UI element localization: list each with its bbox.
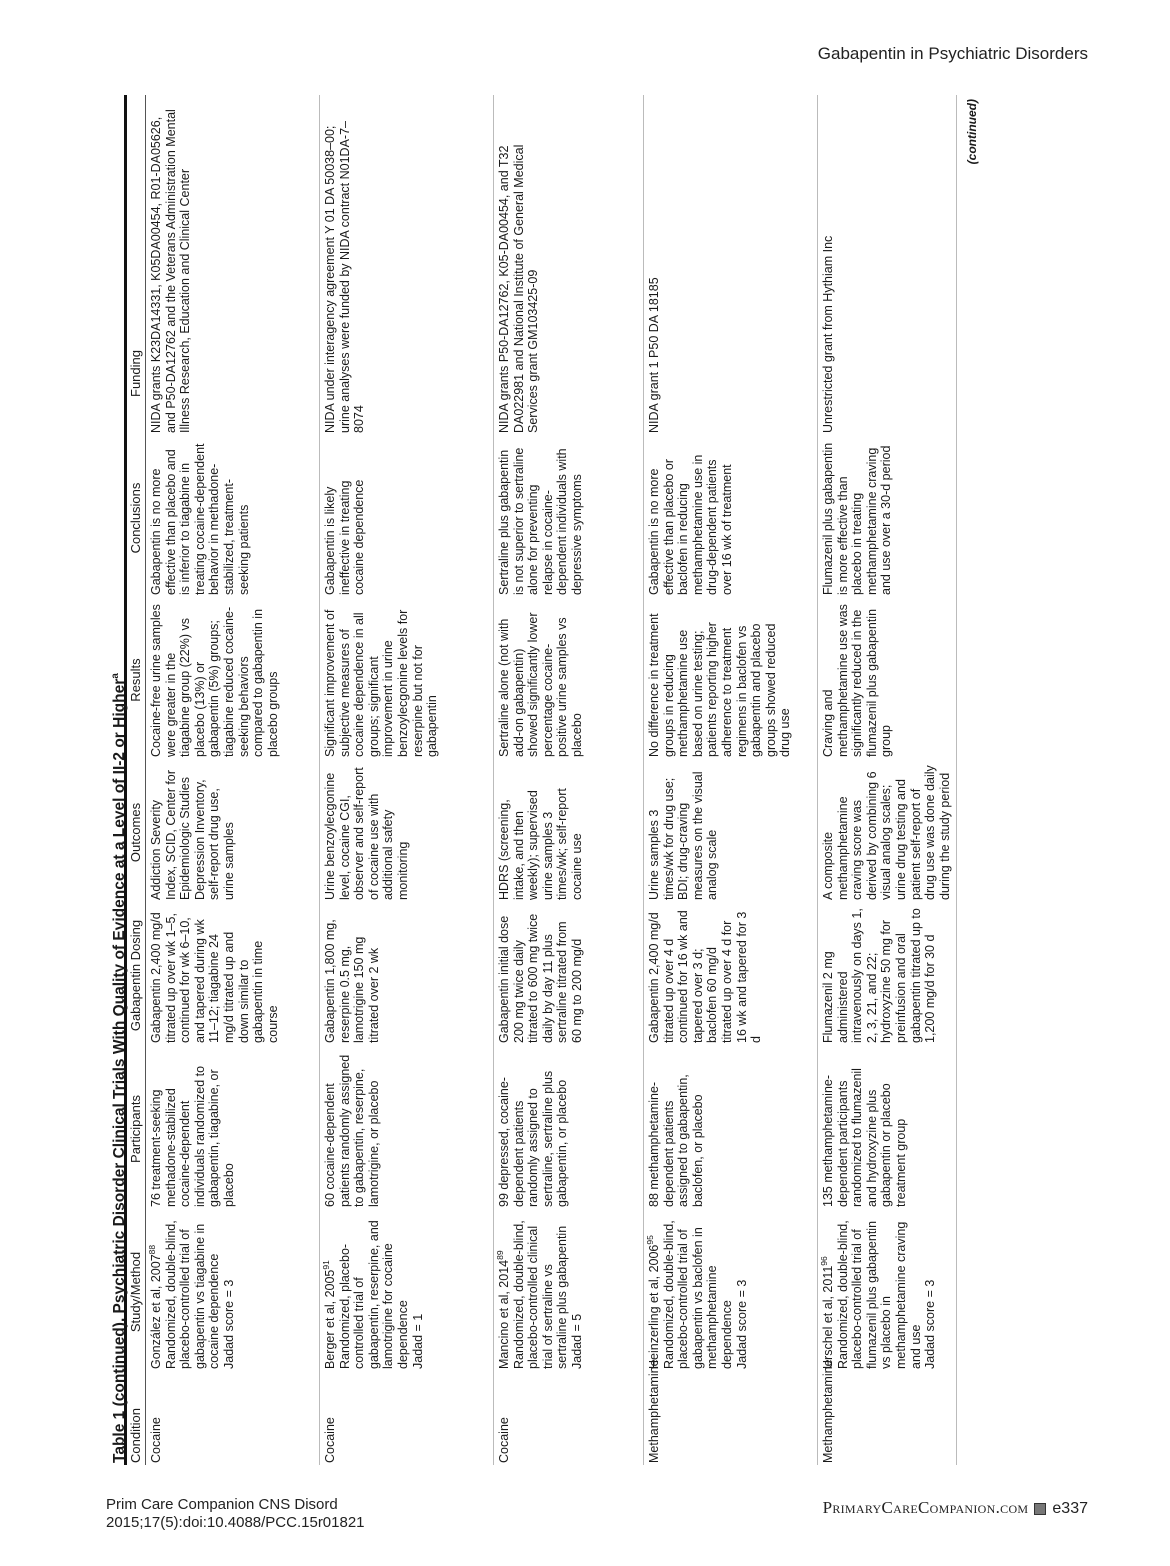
jadad-score: Jadad = 5 — [569, 1313, 584, 1369]
cell-participants: 99 depressed, cocaine-dependent patients randomly assigned to sertraline, sertraline plus gabapentin, or placebo — [494, 1047, 644, 1211]
col-funding: Funding — [127, 95, 146, 437]
table-row — [818, 95, 957, 1465]
cell-results: Significant improvement of subjective measures of cocaine dependence in all groups; significant improvement in urine benzoylecgonine levels for reserpine but not for gabapentin — [320, 599, 494, 761]
study-ref: 88 — [146, 1244, 157, 1255]
cell-condition: Cocaine — [146, 1373, 320, 1465]
study-citation: Mancino et al, 2014 — [497, 1259, 511, 1369]
cell-conclusions: Flumazenil plus gabapentin is more effective than placebo in treating methamphetamine craving and use over a 30-d period — [818, 437, 957, 599]
cell-study — [494, 1211, 644, 1373]
cell-funding: NIDA grant 1 P50 DA 18185 — [644, 95, 818, 437]
evidence-table-rotated — [105, 95, 985, 1465]
cell-conclusions: Sertraline plus gabapentin is not superior to sertraline alone for preventing relapse in cocaine-dependent individuals with depressive symptoms — [494, 437, 644, 599]
cell-dosing: Gabapentin 1,800 mg, reserpine 0.5 mg, lamotrigine 150 mg titrated over 2 wk — [320, 904, 494, 1047]
cell-condition: Methamphetamine — [818, 1373, 957, 1465]
cell-dosing: Gabapentin initial dose 200 mg twice daily titrated to 600 mg twice daily by day 11 plus sertraline titrated from 60 mg to 200 mg/d — [494, 904, 644, 1047]
col-condition: Condition — [127, 1373, 146, 1465]
table-row — [644, 95, 818, 1465]
continued-label: (continued) — [965, 99, 979, 165]
footer-citation — [106, 1496, 365, 1532]
cell-conclusions: Gabapentin is no more effective than placebo and is inferior to tiagabine in treating cocaine-dependent behavior in methadone-stabilized, treatment-seeking patients — [146, 437, 320, 599]
col-dosing: Gabapentin Dosing — [127, 904, 146, 1047]
study-method: Randomized, placebo-controlled trial of gabapentin, reserpine, and lamotrigine for cocaine dependence — [337, 1220, 410, 1369]
cell-study — [146, 1211, 320, 1373]
study-citation: Urschel et al, 2011 — [821, 1265, 835, 1369]
study-ref: 89 — [494, 1250, 505, 1260]
running-title: Gabapentin in Psychiatric Disorders — [817, 44, 1088, 63]
cell-results: No difference in treatment groups in reducing methamphetamine use based on urine testing; patients reporting higher adherence to treatment regimens in baclofen vs gabapentin and placebo groups showed reduced drug use — [644, 599, 818, 761]
journal-name: Prim Care Companion CNS Disord — [106, 1496, 338, 1513]
cell-results: Craving and methamphetamine use was significantly reduced in the flumazenil plus gabapentin group — [818, 599, 957, 761]
study-method: Randomized, double-blind, placebo-controlled trial of flumazenil plus gabapentin vs placebo in methamphetamine craving and use — [835, 1220, 923, 1369]
col-results: Results — [127, 599, 146, 761]
col-study-method: Study/Method — [127, 1211, 146, 1373]
square-icon — [1034, 1503, 1046, 1515]
cell-study — [818, 1211, 957, 1373]
page-number: e337 — [1052, 1500, 1088, 1517]
cell-conclusions: Gabapentin is no more effective than placebo or baclofen in reducing methamphetamine use in drug-dependent patients over 16 wk of treatment — [644, 437, 818, 599]
cell-funding: NIDA under interagency agreement Y 01 DA 50038–00; urine analyses were funded by NIDA contract N01DA-7–8074 — [320, 95, 494, 437]
jadad-score: Jadad score = 3 — [734, 1279, 749, 1369]
doi-citation: 2015;17(5):doi:10.4088/PCC.15r01821 — [106, 1514, 365, 1531]
cell-funding: NIDA grants K23DA14331, K05DA00454, R01-DA05626, and P50-DA12762 and the Veterans Administration Mental Illness Research, Education and Clinical Center — [146, 95, 320, 437]
cell-outcomes: A composite methamphetamine craving score was derived by combining 6 visual analog scales; urine drug testing and patient self-report of drug use was done daily during the study period — [818, 761, 957, 904]
cell-outcomes: Urine benzoylecgonine level, cocaine CGI, observer and self-report of cocaine use with additional safety monitoring — [320, 761, 494, 904]
study-method: Randomized, double-blind, placebo-controlled clinical trial of sertraline vs sertraline plus gabapentin — [511, 1220, 570, 1369]
cell-participants: 76 treatment-seeking methadone-stabilized cocaine-dependent individuals randomized to gabapentin, tiagabine, or placebo — [146, 1047, 320, 1211]
table-row — [320, 95, 494, 1465]
study-citation: González et al, 2007 — [149, 1254, 163, 1369]
cell-results: Sertraline alone (not with add-on gabapentin) showed significantly lower percentage cocaine-positive urine samples vs placebo — [494, 599, 644, 761]
study-citation: Berger et al, 2005 — [323, 1269, 337, 1369]
cell-condition: Methamphetamine — [644, 1373, 818, 1465]
study-method: Randomized, double-blind, placebo-controlled trial of gabapentin vs baclofen in methamphetamine dependence — [661, 1220, 734, 1369]
footer-site — [823, 1498, 1088, 1518]
cell-condition: Cocaine — [320, 1373, 494, 1465]
col-conclusions: Conclusions — [127, 437, 146, 599]
study-ref: 91 — [320, 1260, 331, 1270]
cell-outcomes: Urine samples 3 times/wk for drug use; BDI; drug-craving measures on the visual analog scale — [644, 761, 818, 904]
study-method: Randomized, double-blind, placebo-controlled trial of gabapentin vs tiagabine in cocaine dependence — [163, 1220, 222, 1369]
study-ref: 96 — [818, 1256, 829, 1266]
cell-study — [320, 1211, 494, 1373]
col-participants: Participants — [127, 1047, 146, 1211]
cell-dosing: Flumazenil 2 mg administered intravenously on days 1, 2, 3, 21, and 22; hydroxyzine 50 mg for preinfusion and oral gabapentin titrated up to 1,200 mg/d for 30 d — [818, 904, 957, 1047]
cell-outcomes: Addiction Severity Index, SCID, Center for Epidemiologic Studies Depression Inventory, self-report drug use, urine samples — [146, 761, 320, 904]
cell-condition: Cocaine — [494, 1373, 644, 1465]
study-ref: 95 — [644, 1235, 655, 1245]
cell-outcomes: HDRS (screening, intake, and then weekly); supervised urine samples 3 times/wk; self-report cocaine use — [494, 761, 644, 904]
evidence-table — [127, 95, 957, 1465]
jadad-score: Jadad score = 3 — [221, 1279, 236, 1369]
study-citation: Heinzerling et al, 2006 — [647, 1244, 661, 1369]
table-row — [146, 95, 320, 1465]
col-outcomes: Outcomes — [127, 761, 146, 904]
table-title-text: Table 1 (continued). Psychiatric Disorder Clinical Trials With Quality of Evidence at a Level of II-2 or Higher — [111, 678, 129, 1463]
table-header-row — [127, 95, 146, 1465]
table-title — [105, 95, 127, 1465]
table-row — [494, 95, 644, 1465]
cell-funding: Unrestricted grant from Hythiam Inc — [818, 95, 957, 437]
jadad-score: Jadad score = 3 — [923, 1279, 938, 1369]
cell-results: Cocaine-free urine samples were greater in the tiagabine group (22%) vs placebo (13%) or gabapentin (5%) groups; tiagabine reduced cocaine-seeking behaviors compared to gabapentin in placebo groups — [146, 599, 320, 761]
cell-participants: 60 cocaine-dependent patients randomly assigned to gabapentin, reserpine, lamotrigine, or placebo — [320, 1047, 494, 1211]
cell-participants: 135 methamphetamine-dependent participants randomized to flumazenil and hydroxyzine plus gabapentin or placebo treatment group — [818, 1047, 957, 1211]
table-title-footnote-mark: a — [110, 673, 121, 679]
journal-site-link[interactable]: PrimaryCareCompanion.com — [822, 1498, 1029, 1517]
cell-dosing: Gabapentin 2,400 mg/d titrated up over wk 1–5, continued for wk 6–10, and tapered during wk 11–12; tiagabine 24 mg/d titrated up and down similar to gabapentin in time course — [146, 904, 320, 1047]
cell-funding: NIDA grants P50-DA12762, K05-DA00454, and T32 DA022981 and National Institute of General Medical Services grant GM103425-09 — [494, 95, 644, 437]
jadad-score: Jadad = 1 — [410, 1313, 425, 1369]
cell-study — [644, 1211, 818, 1373]
cell-dosing: Gabapentin 2,400 mg/d titrated up over 4 d continued for 16 wk and tapered over 3 d; baclofen 60 mg/d titrated up over 4 d for 16 wk and tapered for 3 d — [644, 904, 818, 1047]
cell-participants: 88 methamphetamine-dependent patients assigned to gabapentin, baclofen, or placebo — [644, 1047, 818, 1211]
cell-conclusions: Gabapentin is likely ineffective in treating cocaine dependence — [320, 437, 494, 599]
